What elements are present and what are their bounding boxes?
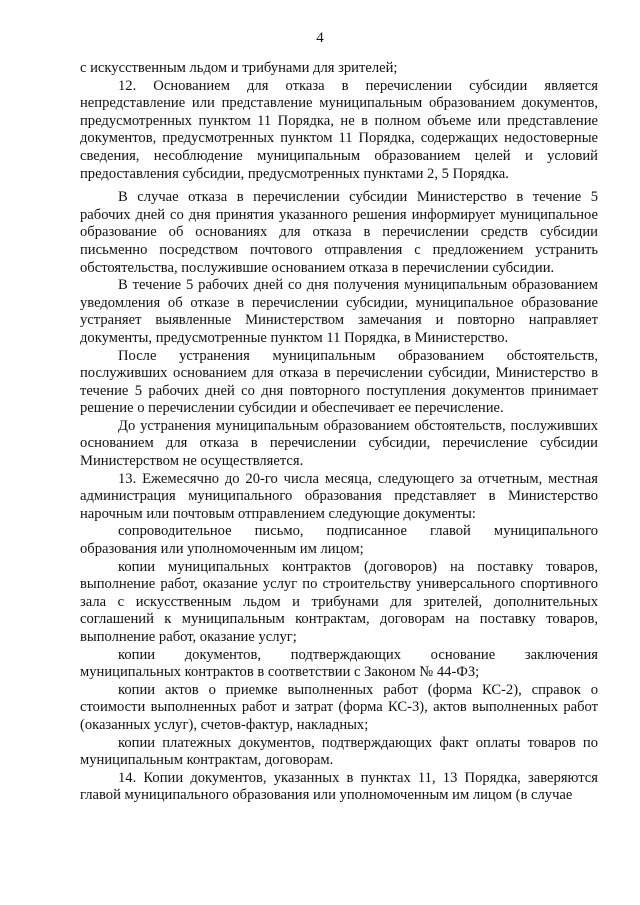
list-item-basis-documents: копии документов, подтверждающих основание заключения муниципальных контрактов в соответствии с Законом № 44-ФЗ; [80,646,598,681]
list-item-payment-documents: копии платежных документов, подтверждающих факт оплаты товаров по муниципальным контрактам, договорам. [80,734,598,769]
paragraph-resubmission: В течение 5 рабочих дней со дня получения муниципальным образованием уведомления об отказе в перечислении субсидии, муниципальное образование устраняет выявленные Министерством замечания и повторно направляет документы, предусмотренные пунктом 11 Порядка, в Министерство. [80,277,598,346]
document-body [80,60,598,805]
paragraph-continuation: с искусственным льдом и трибунами для зрителей; [80,60,398,76]
list-item-cover-letter: сопроводительное письмо, подписанное главой муниципального образования или уполномоченным им лицом; [80,523,598,558]
paragraph-before-elimination: До устранения муниципальным образованием обстоятельств, послуживших основанием для отказа в перечислении субсидии, перечисление субсидии Министерством не осуществляется. [80,417,598,470]
paragraph-13: 13. Ежемесячно до 20-го числа месяца, следующего за отчетным, местная администрация муниципального образования представляет в Министерство нарочным или почтовым отправлением следующие документы: [80,470,598,522]
paragraph-12: 12. Основанием для отказа в перечислении субсидии является непредставление или представление муниципальным образованием документов, предусмотренных пунктом 11 Порядка, не в полном объеме или представление документов, предусмотренных пунктом 11 Порядка, содержащих недостоверные сведения, несоблюдение муниципальным образованием целей и условий предоставления субсидии, предусмотренных пунктами 2, 5 Порядка. [80,77,598,182]
page-number: 4 [316,30,324,46]
paragraph-after-elimination: После устранения муниципальным образованием обстоятельств, послуживших основанием для отказа в перечислении субсидии, Министерство в течение 5 рабочих дней со дня повторного поступления документов принимает решение о перечислении субсидии и обеспечивает ее перечисление. [80,347,598,417]
paragraph-14: 14. Копии документов, указанных в пунктах 11, 13 Порядка, заверяются главой муниципального образования или уполномоченным им лицом (в случае [80,769,598,804]
list-item-contracts: копии муниципальных контрактов (договоров) на поставку товаров, выполнение работ, оказание услуг по строительству универсального спортивного зала с искусственным льдом и трибунами для зрителей, дополнительных соглашений к муниципальным контрактам, договорам на поставку товаров, выполнение работ, оказание услуг; [80,558,598,645]
paragraph-refusal-notice: В случае отказа в перечислении субсидии Министерство в течение 5 рабочих дней со дня принятия указанного решения информирует муниципальное образование об основаниях для отказа в перечислении средств субсидии письменно посредством почтового отправления с предложением устранить обстоятельства, послужившие основанием отказа в перечислении субсидии. [80,189,598,276]
list-item-acceptance-acts: копии актов о приемке выполненных работ (форма КС-2), справок о стоимости выполненных работ и затрат (форма КС-3), актов выполненных работ (оказанных услуг), счетов-фактур, накладных; [80,681,598,733]
